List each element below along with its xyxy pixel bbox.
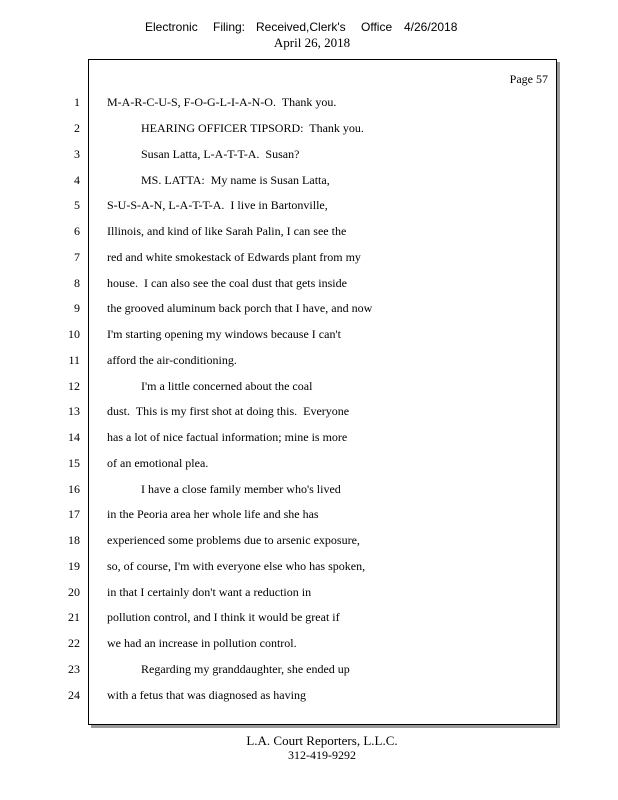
line-text: of an emotional plea.	[107, 456, 209, 470]
line-number: 23	[68, 662, 80, 676]
line-number: 6	[74, 224, 80, 238]
line-text: so, of course, I'm with everyone else who has spoken,	[107, 559, 366, 573]
line-number: 22	[68, 636, 80, 650]
filing-stamp-filing: Filing:	[213, 20, 246, 34]
filing-stamp-date: 4/26/2018	[404, 20, 458, 34]
line-text: MS. LATTA: My name is Susan Latta,	[141, 173, 330, 187]
line-text: Illinois, and kind of like Sarah Palin, I can see the	[107, 224, 347, 238]
line-number: 19	[68, 559, 80, 573]
line-text: has a lot of nice factual information; mine is more	[107, 430, 348, 444]
reporter-phone: 312-419-9292	[288, 748, 356, 762]
line-number: 5	[74, 198, 80, 212]
line-text: we had an increase in pollution control.	[107, 636, 297, 650]
line-number: 24	[68, 688, 80, 702]
line-text: I'm starting opening my windows because I can't	[107, 327, 341, 341]
line-number: 10	[68, 327, 80, 341]
line-number: 7	[74, 250, 80, 264]
line-text: house. I can also see the coal dust that gets inside	[107, 276, 347, 290]
transcript-page	[88, 59, 557, 725]
line-number: 14	[68, 430, 80, 444]
line-text: pollution control, and I think it would be great if	[107, 610, 340, 624]
filing-stamp	[0, 20, 618, 36]
line-number: 12	[68, 379, 80, 393]
line-text: Regarding my granddaughter, she ended up	[141, 662, 350, 676]
filing-stamp-electronic: Electronic	[145, 20, 198, 34]
line-number: 20	[68, 585, 80, 599]
line-number: 4	[74, 173, 80, 187]
line-number: 13	[68, 404, 80, 418]
line-text: Susan Latta, L-A-T-T-A. Susan?	[141, 147, 300, 161]
line-number: 1	[74, 95, 80, 109]
line-number: 8	[74, 276, 80, 290]
header-date: April 26, 2018	[273, 35, 351, 50]
line-text: in the Peoria area her whole life and she has	[107, 507, 319, 521]
line-number: 9	[74, 301, 80, 315]
line-text: M-A-R-C-U-S, F-O-G-L-I-A-N-O. Thank you.	[107, 95, 337, 109]
line-number: 17	[68, 507, 80, 521]
line-text: the grooved aluminum back porch that I have, and now	[107, 301, 373, 315]
filing-stamp-office: Office	[361, 20, 393, 34]
line-number: 15	[68, 456, 80, 470]
line-text: S-U-S-A-N, L-A-T-T-A. I live in Bartonville,	[107, 198, 328, 212]
line-number: 2	[74, 121, 80, 135]
line-text: dust. This is my first shot at doing this. Everyone	[107, 404, 350, 418]
reporter-company: L.A. Court Reporters, L.L.C.	[246, 733, 398, 748]
line-text: afford the air-conditioning.	[107, 353, 237, 367]
line-text: I have a close family member who's lived	[141, 482, 341, 496]
line-text: HEARING OFFICER TIPSORD: Thank you.	[141, 121, 364, 135]
line-number: 3	[74, 147, 80, 161]
line-text: red and white smokestack of Edwards plant from my	[107, 250, 361, 264]
line-number: 11	[68, 353, 80, 367]
line-number: 18	[68, 533, 80, 547]
line-text: I'm a little concerned about the coal	[141, 379, 313, 393]
line-text: with a fetus that was diagnosed as having	[107, 688, 306, 702]
line-text: experienced some problems due to arsenic exposure,	[107, 533, 360, 547]
page-number: Page 57	[509, 72, 548, 86]
filing-stamp-received: Received,Clerk's	[256, 20, 346, 34]
line-number: 21	[68, 610, 80, 624]
line-number: 16	[68, 482, 80, 496]
line-text: in that I certainly don't want a reduction in	[107, 585, 312, 599]
